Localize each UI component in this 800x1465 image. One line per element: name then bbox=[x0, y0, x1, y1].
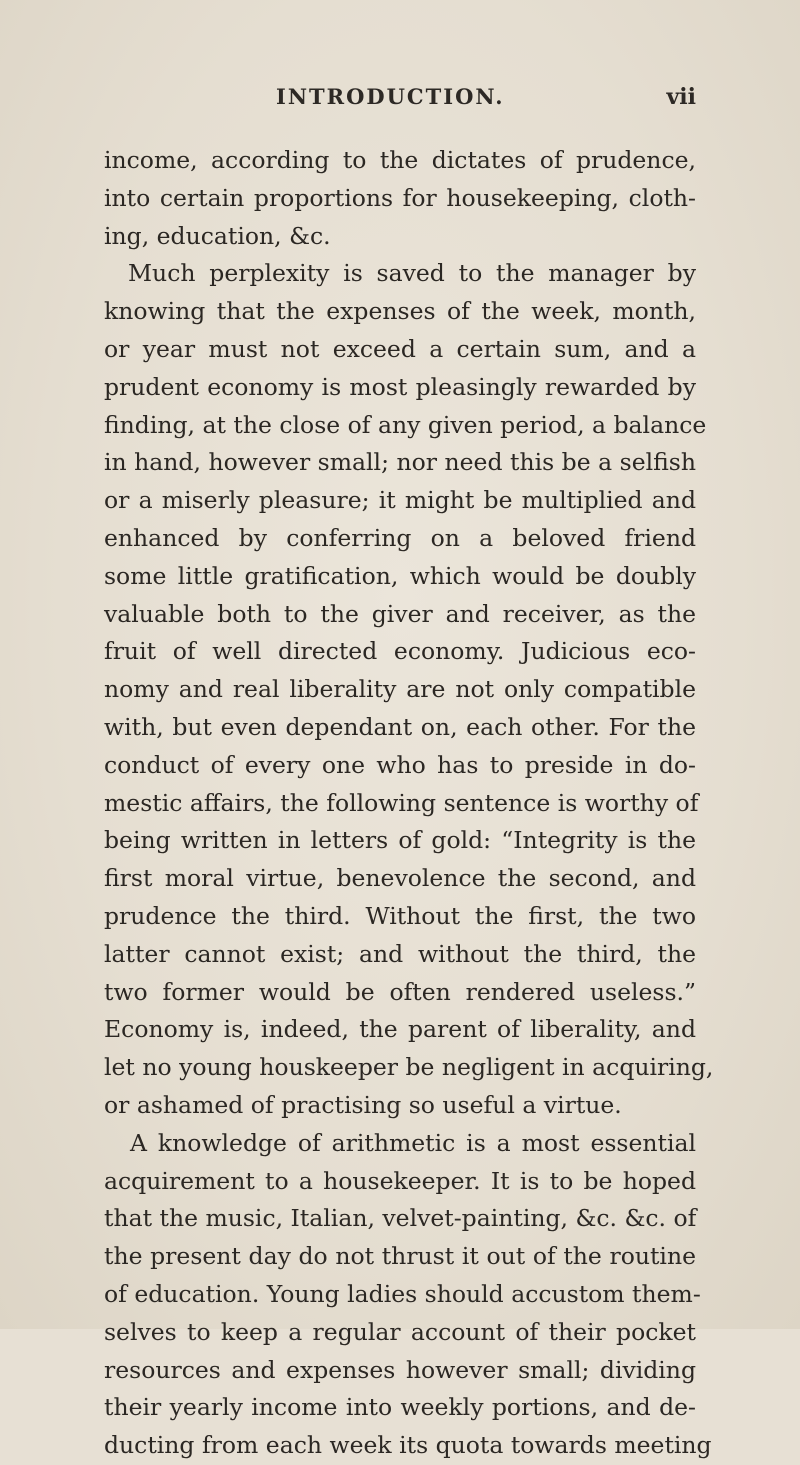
text-line: their yearly income into weekly portions, and de- bbox=[104, 1393, 696, 1422]
text-line: or year must not exceed a certain sum, and a bbox=[104, 334, 696, 363]
text-line: Much perplexity is saved to the manager by bbox=[128, 259, 696, 288]
text-line: some little gratification, which would be doubly bbox=[104, 561, 696, 590]
text-line: prudent economy is most pleasingly rewarded by bbox=[104, 372, 696, 401]
text-line: latter cannot exist; and without the third, the bbox=[104, 939, 696, 968]
text-line: that the music, Italian, velvet-painting, &c. &c. of bbox=[104, 1204, 697, 1233]
text-line: in hand, however small; nor need this be a selfish bbox=[104, 448, 696, 477]
text-line: or a miserly pleasure; it might be multiplied and bbox=[104, 486, 696, 515]
text-line: resources and expenses however small; dividing bbox=[104, 1355, 696, 1384]
text-line: being written in letters of gold: “Integrity is the bbox=[104, 826, 696, 855]
text-line: two former would be often rendered useless.” bbox=[104, 977, 696, 1006]
page-number: vii bbox=[666, 84, 696, 110]
text-line: or ashamed of practising so useful a virtue. bbox=[104, 1090, 622, 1119]
text-line: acquirement to a housekeeper. It is to be hoped bbox=[104, 1166, 696, 1195]
text-line: knowing that the expenses of the week, month, bbox=[104, 297, 696, 326]
text-line: Economy is, indeed, the parent of liberality, and bbox=[104, 1015, 696, 1044]
text-line: conduct of every one who has to preside in do- bbox=[104, 750, 696, 779]
running-title: INTRODUCTION. bbox=[276, 84, 505, 109]
text-line: ducting from each week its quota towards meeting bbox=[104, 1431, 712, 1460]
text-line: with, but even dependant on, each other. For the bbox=[104, 712, 696, 741]
text-line: let no young houskeeper be negligent in acquiring, bbox=[104, 1053, 714, 1082]
text-line: A knowledge of arithmetic is a most essential bbox=[130, 1128, 696, 1157]
text-line: prudence the third. Without the first, the two bbox=[104, 901, 696, 930]
body-text bbox=[104, 142, 714, 1465]
text-line: the present day do not thrust it out of the routine bbox=[104, 1242, 696, 1271]
text-line: enhanced by conferring on a beloved friend bbox=[104, 523, 696, 552]
text-line: income, according to the dictates of prudence, bbox=[104, 146, 696, 174]
text-line: finding, at the close of any given period, a balance bbox=[104, 410, 707, 439]
text-line: into certain proportions for housekeeping, cloth- bbox=[104, 183, 696, 212]
text-line: fruit of well directed economy. Judicious eco- bbox=[104, 637, 696, 666]
text-line: selves to keep a regular account of their pocket bbox=[104, 1317, 696, 1346]
text-line: ing, education, &c. bbox=[104, 221, 331, 250]
text-line: of education. Young ladies should accustom them- bbox=[104, 1279, 701, 1308]
text-line: valuable both to the giver and receiver, as the bbox=[104, 599, 696, 628]
running-head bbox=[0, 84, 800, 116]
text-line: nomy and real liberality are not only compatible bbox=[104, 675, 696, 704]
text-line: mestic affairs, the following sentence is worthy of bbox=[104, 788, 699, 817]
text-line: first moral virtue, benevolence the second, and bbox=[104, 864, 696, 893]
